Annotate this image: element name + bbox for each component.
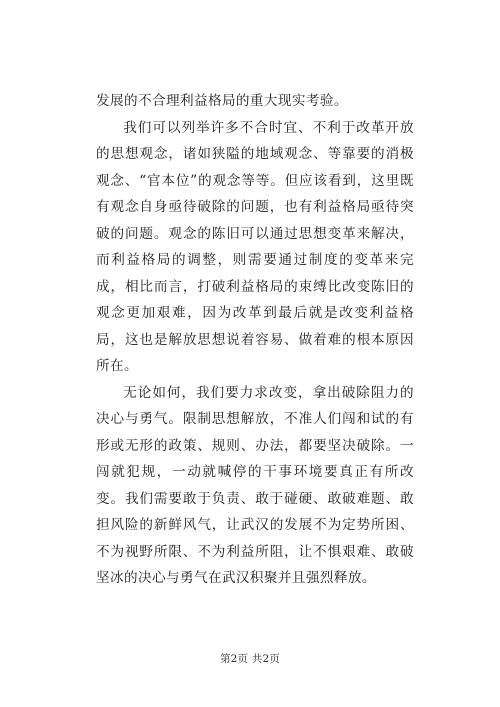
paragraph-continuation: 发展的不合理利益格局的重大现实考验。 bbox=[96, 93, 348, 109]
paragraph-courage-to-change: 无论如何，我们要力求改变，拿出破除阻力的决心与勇气。限制思想解放，不准人们闯和试的有形或无形的政策、规则、办法，都要坚决破除。一闯就犯规，一动就喊停的干事环境要真正有所改变。我们需要敢于负责、敢于碰硬、敢破难题、敢担风险的新鲜风气，让武汉的发展不为定势所困、不为视野所限、不为利益所阻，让不惧艰难、敢破坚冰的决心与勇气在武汉积聚并且强烈释放。 bbox=[96, 384, 414, 586]
page-number-footer: 第2页 共2页 bbox=[219, 653, 281, 665]
document-body bbox=[96, 88, 414, 592]
paragraph-ideas-and-interests: 我们可以列举许多不合时宜、不利于改革开放的思想观念，诸如狭隘的地域观念、等靠要的消极观念、“官本位”的观念等等。但应该看到，这里既有观念自身亟待破除的问题，也有利益格局亟待突破的问题。观念的陈旧可以通过思想变革来解决，而利益格局的调整，则需要通过制度的变革来完成，相比而言，打破利益格局的束缚比改变陈旧的观念更加艰难，因为改革到最后就是改变利益格局，这也是解放思想说着容易、做着难的根本原因所在。 bbox=[96, 119, 414, 374]
